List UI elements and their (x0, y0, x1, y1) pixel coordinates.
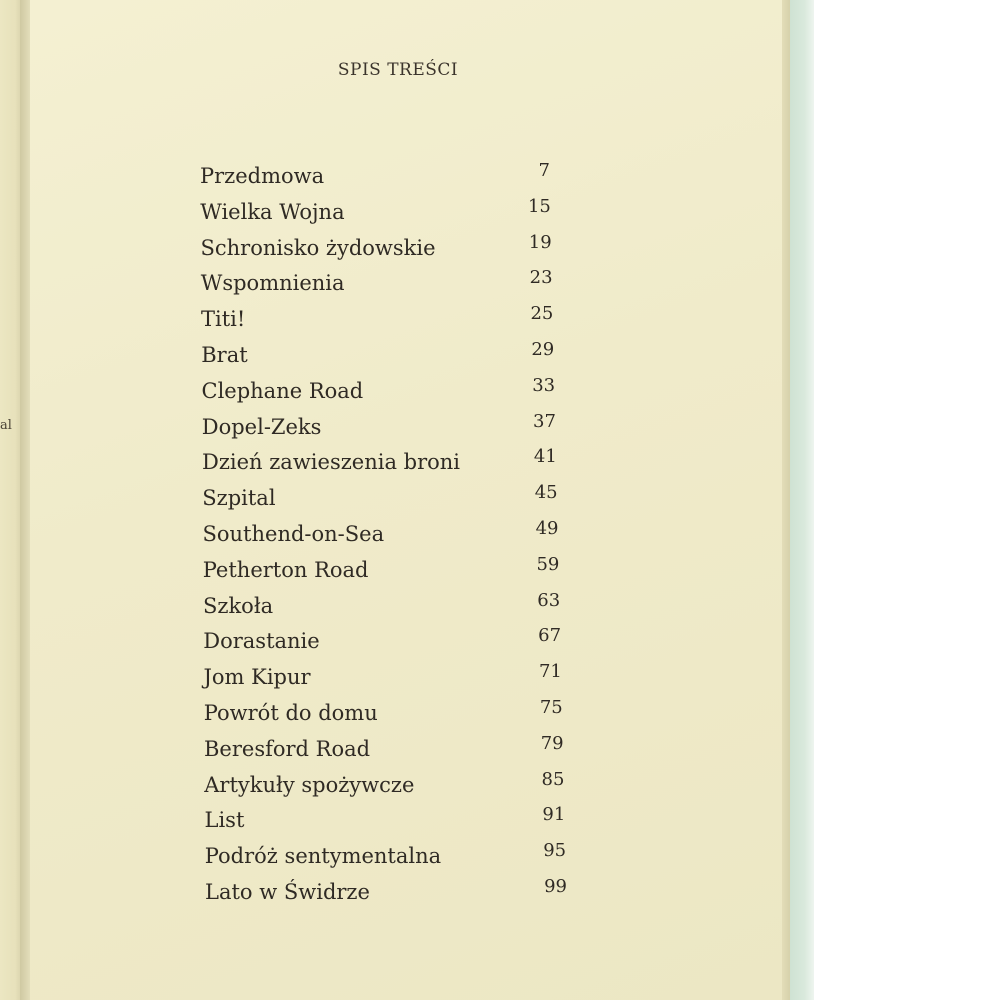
toc-entry-title: Szpital (202, 486, 276, 511)
toc-entry-page-number: 63 (537, 589, 561, 611)
toc-entry-title: Lato w Świdrze (205, 880, 370, 904)
toc-entry-page-number: 15 (527, 195, 551, 217)
toc-entry-title: Szkoła (203, 593, 274, 618)
toc-entry-page-number: 19 (528, 231, 552, 253)
toc-entry-title: Dzień zawieszenia broni (202, 450, 461, 475)
toc-entry-page-number: 41 (533, 446, 557, 468)
toc-entry-page-number: 67 (538, 625, 562, 647)
toc-entry-page-number: 33 (532, 374, 556, 396)
toc-entry-title: Podróż sentymentalna (204, 844, 442, 869)
toc-entry-title: Jom Kipur (203, 665, 311, 690)
left-page-text-fragment: al (0, 418, 12, 433)
toc-entry-title: Southend-on-Sea (202, 522, 385, 546)
toc-entry-title: Titi! (201, 307, 246, 332)
toc-entry-page-number: 59 (536, 553, 560, 575)
toc-entry-page-number: 85 (541, 768, 565, 790)
toc-entry-page-number: 79 (540, 732, 564, 754)
toc-entry-title: List (204, 808, 245, 833)
toc-entry-page-number: 45 (534, 482, 558, 504)
toc-entry-title: Brat (201, 343, 248, 367)
toc-entry-title: Beresford Road (204, 736, 371, 761)
toc-entry-title: Wielka Wojna (200, 199, 345, 224)
toc-entry-page-number: 99 (544, 876, 567, 897)
toc-entry-title: Powrót do domu (203, 701, 378, 725)
toc-entry-title: Przedmowa (200, 164, 325, 188)
toc-entry-page-number: 25 (530, 303, 554, 325)
toc-entry-page-number: 95 (543, 840, 567, 862)
toc-entry-page-number: 7 (538, 160, 550, 181)
toc-entry-title: Dopel-Zeks (201, 414, 322, 439)
toc-entry-page-number: 49 (535, 518, 559, 539)
toc-entry-page-number: 71 (538, 661, 562, 683)
toc-entry-title: Artykuły spożywcze (204, 772, 415, 797)
toc-entry-page-number: 37 (533, 410, 556, 432)
toc-entry-page-number: 91 (542, 804, 566, 826)
toc-entry-page-number: 75 (539, 697, 563, 718)
toc-title: SPIS TREŚCI (337, 60, 459, 80)
toc-entry-title: Wspomnienia (200, 271, 345, 296)
toc-entry-title: Clephane Road (201, 378, 364, 403)
toc-entry-page-number: 23 (529, 267, 553, 289)
toc-entry-title: Dorastanie (203, 629, 320, 654)
toc-entry-title: Petherton Road (202, 557, 369, 582)
toc-entry-page-number: 29 (531, 339, 555, 360)
toc-entry-title: Schronisko żydowskie (200, 235, 436, 260)
